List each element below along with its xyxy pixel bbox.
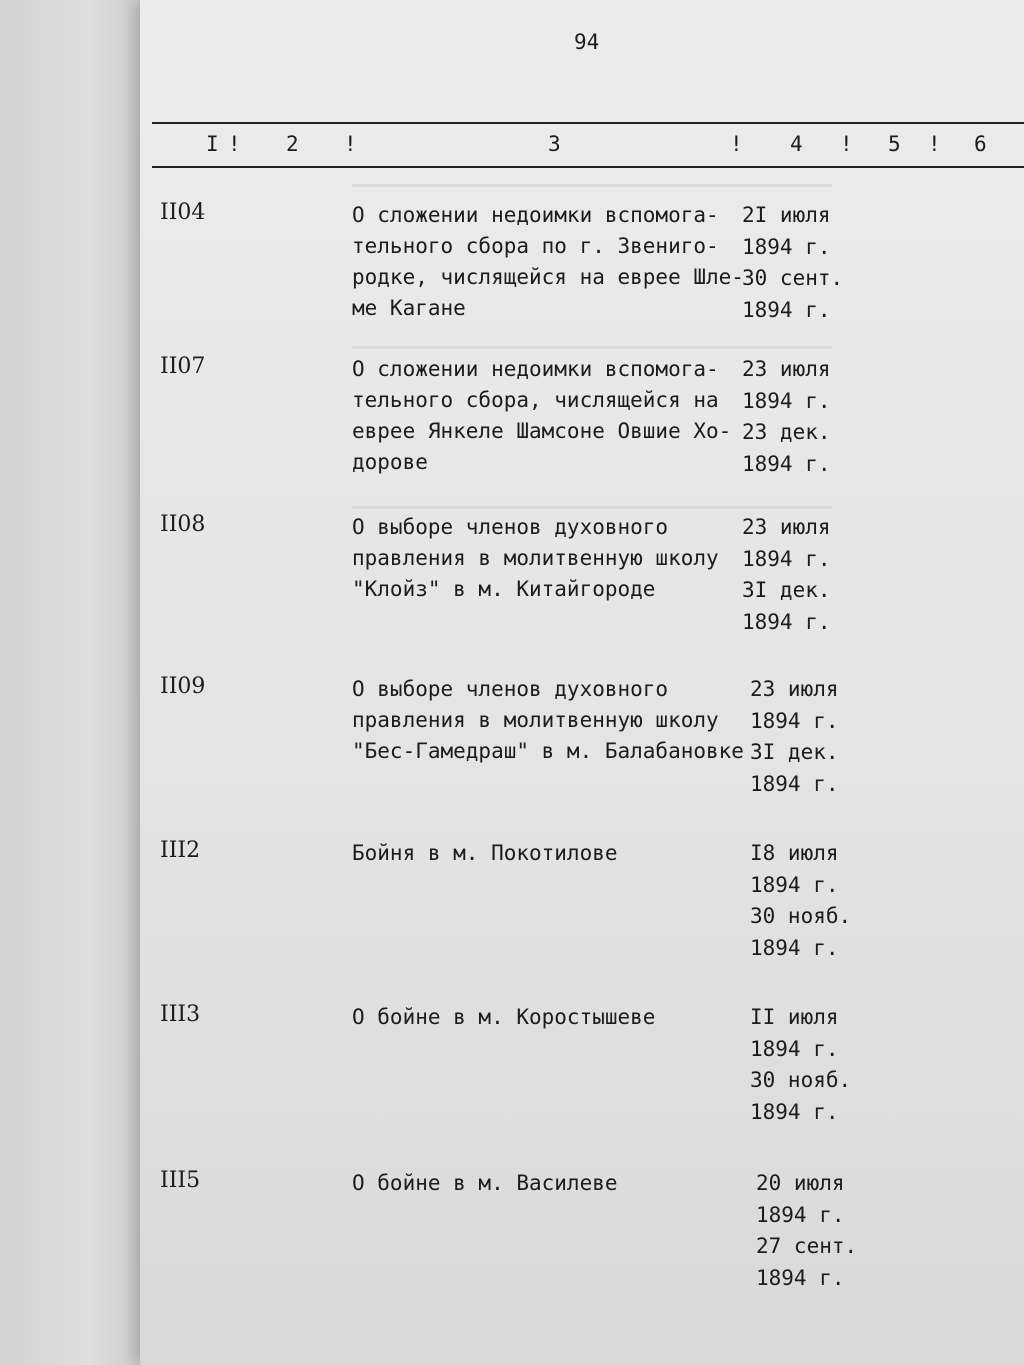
date-line: 1894 г. <box>750 708 839 733</box>
header-col-5: 5 <box>888 132 901 156</box>
date-line: 1894 г. <box>742 234 831 259</box>
entry-dates <box>750 674 839 800</box>
entry-number: III5 <box>160 1168 201 1193</box>
date-line: 30 сент. <box>742 266 844 290</box>
entry-number: II08 <box>160 512 206 537</box>
bleed-through-ghost <box>352 346 832 349</box>
entry-number: III3 <box>160 1002 201 1027</box>
header-col-3: 3 <box>548 132 561 156</box>
date-line: 27 сент. <box>756 1234 858 1258</box>
title-line: ме Кагане <box>352 296 466 320</box>
header-col-2: 2 <box>286 132 299 156</box>
table-header-bottom-rule <box>152 166 1024 168</box>
date-line: 1894 г. <box>750 771 839 796</box>
date-line: 1894 г. <box>750 935 839 960</box>
date-line: 1894 г. <box>742 609 831 634</box>
entry-dates <box>742 354 831 480</box>
entry-title <box>352 1168 752 1199</box>
previous-page-edge <box>0 0 150 1365</box>
title-line: Бойня в м. Покотилове <box>352 841 618 865</box>
date-line: 23 дек. <box>742 420 831 444</box>
header-sep: ! <box>840 132 853 156</box>
date-line: 2I июля <box>742 203 831 227</box>
title-line: О выборе членов духовного <box>352 515 669 539</box>
date-line: 1894 г. <box>742 388 831 413</box>
date-line: 1894 г. <box>742 451 831 476</box>
document-page <box>140 0 1024 1365</box>
title-line: родке, числящейся на еврее Шле- <box>352 265 744 289</box>
entry-number: II09 <box>160 674 206 699</box>
entry-title <box>352 1002 752 1033</box>
entry-dates <box>742 200 843 326</box>
entry-title <box>352 838 752 869</box>
entry-number: II04 <box>160 200 206 225</box>
date-line: 3I дек. <box>742 578 831 602</box>
header-col-6: 6 <box>974 132 987 156</box>
date-line: 1894 г. <box>750 1036 839 1061</box>
date-line: 30 нояб. <box>750 1068 852 1092</box>
entry-dates <box>756 1168 857 1294</box>
title-line: "Бес-Гамедраш" в м. Балабановке <box>352 739 744 763</box>
date-line: 1894 г. <box>742 546 831 571</box>
title-line: О сложении недоимки вспомога- <box>352 203 719 227</box>
date-line: II июля <box>750 1005 839 1029</box>
date-line: 3I дек. <box>750 740 839 764</box>
title-line: правления в молитвенную школу <box>352 708 719 732</box>
title-line: тельного сбора по г. Звениго- <box>352 234 719 258</box>
date-line: 1894 г. <box>750 1099 839 1124</box>
date-line: 1894 г. <box>756 1265 845 1290</box>
date-line: 20 июля <box>756 1171 845 1195</box>
title-line: О бойне в м. Василеве <box>352 1171 618 1195</box>
title-line: "Клойз" в м. Китайгороде <box>352 577 656 601</box>
title-line: дорове <box>352 450 428 474</box>
entry-title <box>352 512 752 605</box>
entry-title <box>352 354 752 478</box>
header-sep: ! <box>730 132 743 156</box>
title-line: О выборе членов духовного <box>352 677 669 701</box>
title-line: О сложении недоимки вспомога- <box>352 357 719 381</box>
entry-dates <box>742 512 831 638</box>
header-col-1: I <box>206 132 219 156</box>
entry-dates <box>750 838 851 964</box>
date-line: I8 июля <box>750 841 839 865</box>
page-number: 94 <box>574 30 600 54</box>
title-line: тельного сбора, числящейся на <box>352 388 719 412</box>
date-line: 23 июля <box>742 515 831 539</box>
bleed-through-ghost <box>352 506 832 509</box>
date-line: 1894 г. <box>756 1202 845 1227</box>
table-header-top-rule <box>152 122 1024 124</box>
entry-number: II07 <box>160 354 206 379</box>
title-line: еврее Янкеле Шамсоне Овшие Хо- <box>352 419 732 443</box>
title-line: О бойне в м. Коростышеве <box>352 1005 656 1029</box>
title-line: правления в молитвенную школу <box>352 546 719 570</box>
bleed-through-ghost <box>352 184 832 187</box>
entry-title <box>352 674 752 767</box>
header-col-4: 4 <box>790 132 803 156</box>
header-sep: ! <box>228 132 241 156</box>
header-sep: ! <box>344 132 357 156</box>
date-line: 23 июля <box>750 677 839 701</box>
date-line: 1894 г. <box>742 297 831 322</box>
date-line: 30 нояб. <box>750 904 852 928</box>
entry-title <box>352 200 752 324</box>
entry-dates <box>750 1002 851 1128</box>
entry-number: III2 <box>160 838 201 863</box>
header-sep: ! <box>928 132 941 156</box>
date-line: 1894 г. <box>750 872 839 897</box>
date-line: 23 июля <box>742 357 831 381</box>
